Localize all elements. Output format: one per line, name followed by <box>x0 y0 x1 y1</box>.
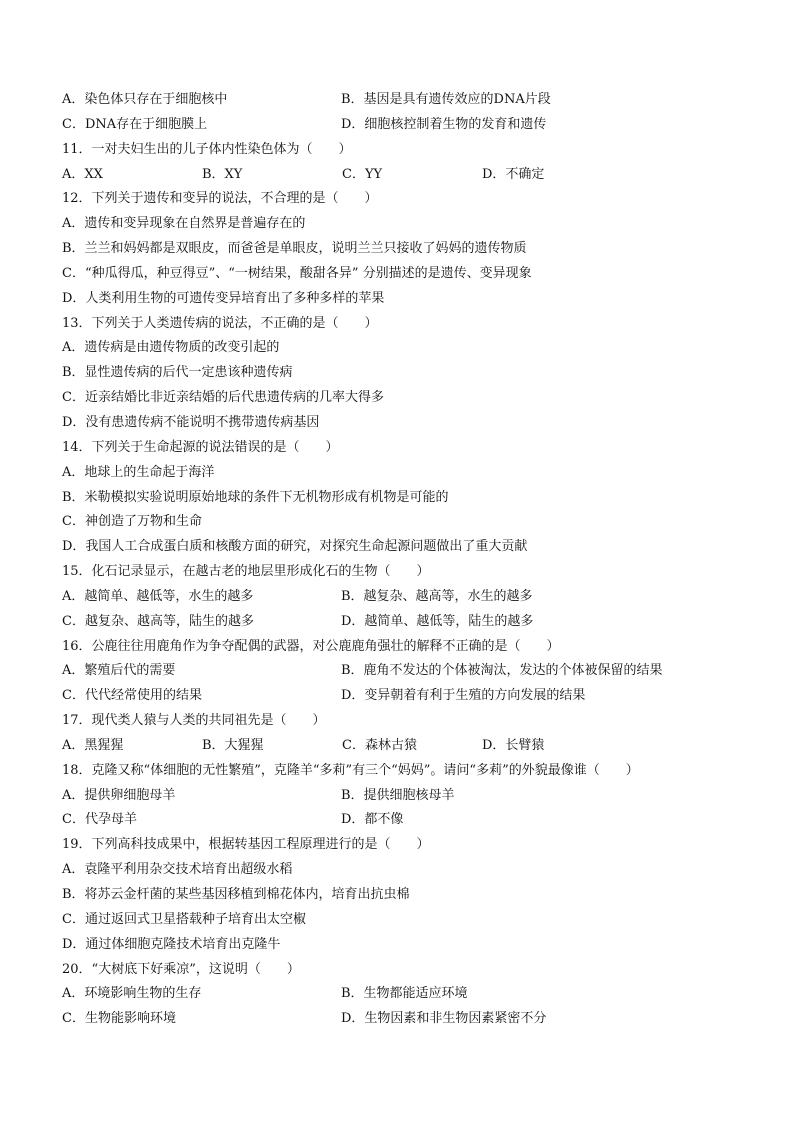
text-line: C．神创造了万物和生命 <box>62 514 202 530</box>
options-row <box>62 610 742 635</box>
option-item: A．提供卵细胞母羊 <box>62 787 176 803</box>
option-item: A．黑猩猩 <box>62 737 124 753</box>
text-line: 16．公鹿往往用鹿角作为争夺配偶的武器，对公鹿鹿角强壮的解释不正确的是（ ） <box>62 638 560 654</box>
text-line: B．兰兰和妈妈都是双眼皮，而爸爸是单眼皮，说明兰兰只接收了妈妈的遗传物质 <box>62 241 527 257</box>
option-item: B．越复杂、越高等，水生的越多 <box>341 588 533 604</box>
text-line: A．地球上的生命起于海洋 <box>62 464 215 480</box>
option-item: C．YY <box>342 166 383 182</box>
options-row <box>62 808 742 833</box>
options-row <box>62 659 742 684</box>
option-item: A．环境影响生物的生存 <box>62 986 202 1002</box>
option-item: B．大猩猩 <box>202 737 264 753</box>
option-item: D．都不像 <box>341 812 404 828</box>
text-line: D．通过体细胞克隆技术培育出克隆牛 <box>62 936 281 952</box>
option-item: C．森林古猿 <box>342 737 417 753</box>
text-line: B．显性遗传病的后代一定患该种遗传病 <box>62 365 293 381</box>
option-item: A．越简单、越低等，水生的越多 <box>62 588 254 604</box>
option-item: A．繁殖后代的需要 <box>62 663 176 679</box>
text-line: 20．“大树底下好乘凉”，这说明（ ） <box>62 961 300 977</box>
text-line: C．“种瓜得瓜，种豆得豆”、“一树结果，酸甜各异” 分别描述的是遗传、变异现象 <box>62 265 532 281</box>
exam-page <box>62 88 742 1032</box>
options-row <box>62 163 742 188</box>
text-line: C．近亲结婚比非近亲结婚的后代患遗传病的几率大得多 <box>62 390 384 406</box>
options-row <box>62 684 742 709</box>
options-row <box>62 585 742 610</box>
option-item: B．提供细胞核母羊 <box>341 787 455 803</box>
option-item: B．鹿角不发达的个体被淘汰，发达的个体被保留的结果 <box>341 663 663 679</box>
text-line: A．遗传病是由遗传物质的改变引起的 <box>62 340 280 356</box>
option-item: C．DNA存在于细胞膜上 <box>62 116 208 132</box>
option-item: D．越简单、越低等，陆生的越多 <box>341 613 534 629</box>
options-row <box>62 1007 742 1032</box>
option-item: A．XX <box>62 166 103 182</box>
options-row <box>62 113 742 138</box>
option-item: C．生物能影响环境 <box>62 1011 176 1027</box>
option-item: D．变异朝着有利于生殖的方向发展的结果 <box>341 688 586 704</box>
text-line: C．通过返回式卫星搭载种子培育出太空椒 <box>62 911 306 927</box>
text-line: 13．下列关于人类遗传病的说法，不正确的是（ ） <box>62 315 378 331</box>
options-row <box>62 982 742 1007</box>
text-line: 12．下列关于遗传和变异的说法，不合理的是（ ） <box>62 191 378 207</box>
option-item: B．生物都能适应环境 <box>341 986 468 1002</box>
text-line: A．袁隆平利用杂交技术培育出超级水稻 <box>62 862 293 878</box>
text-line: A．遗传和变异现象在自然界是普遍存在的 <box>62 216 306 232</box>
option-item: C．越复杂、越高等，陆生的越多 <box>62 613 254 629</box>
option-item: A．染色体只存在于细胞核中 <box>62 92 228 107</box>
text-line: D．没有患遗传病不能说明不携带遗传病基因 <box>62 414 320 430</box>
option-item: C．代孕母羊 <box>62 812 137 828</box>
options-row <box>62 784 742 809</box>
text-line: B．米勒模拟实验说明原始地球的条件下无机物形成有机物是可能的 <box>62 489 449 505</box>
option-item: D．细胞核控制着生物的发育和遗传 <box>341 116 547 132</box>
text-line: B．将苏云金杆菌的某些基因移植到棉花体内，培育出抗虫棉 <box>62 887 410 902</box>
text-line: 19．下列高科技成果中，根据转基因工程原理进行的是（ ） <box>62 837 430 853</box>
options-row <box>62 734 742 759</box>
text-line: D．我国人工合成蛋白质和核酸方面的研究，对探究生命起源问题做出了重大贡献 <box>62 539 528 555</box>
option-item: D．长臂猿 <box>482 737 545 753</box>
option-item: B．基因是具有遗传效应的DNA片段 <box>341 92 551 107</box>
text-line: D．人类利用生物的可遗传变异培育出了多种多样的苹果 <box>62 290 385 306</box>
option-item: D．生物因素和非生物因素紧密不分 <box>341 1011 547 1027</box>
text-line: 14．下列关于生命起源的说法错误的是（ ） <box>62 439 339 455</box>
text-line: 18．克隆又称“体细胞的无性繁殖”，克隆羊“多莉”有三个“妈妈”。请问“多莉”的外貌最像谁（ ） <box>62 762 639 778</box>
options-row <box>62 88 742 113</box>
option-item: C．代代经常使用的结果 <box>62 688 202 704</box>
option-item: D．不确定 <box>482 166 545 182</box>
option-item: B．XY <box>202 166 243 182</box>
text-line: 11．一对夫妇生出的儿子体内性染色体为（ ） <box>62 141 352 157</box>
text-line: 15．化石记录显示，在越古老的地层里形成化石的生物（ ） <box>62 564 430 580</box>
text-line: 17．现代类人猿与人类的共同祖先是（ ） <box>62 713 326 729</box>
